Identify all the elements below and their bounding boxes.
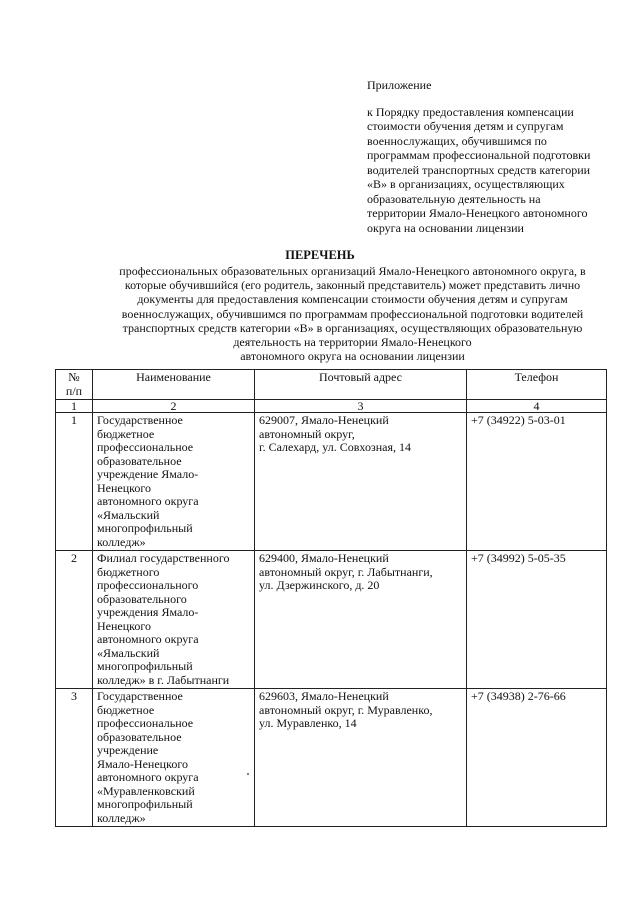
table-row bbox=[56, 689, 607, 827]
appendix-line: территории Ямало-Ненецкого автономного bbox=[367, 206, 588, 220]
organization-name-line: Государственное bbox=[97, 689, 183, 703]
document-title: ПЕРЕЧЕНЬ bbox=[285, 248, 355, 262]
appendix-line: образовательную деятельность на bbox=[367, 191, 541, 206]
organization-name bbox=[93, 551, 255, 689]
appendix-line: округа на основании лицензии bbox=[367, 220, 524, 235]
organization-name-line: колледж» bbox=[97, 810, 146, 825]
appendix-line: стоимости обучения детям и супругам bbox=[367, 119, 564, 133]
organization-name bbox=[93, 689, 255, 827]
phone-number: +7 (34938) 2-76-66 bbox=[467, 689, 607, 827]
organization-name-line: многопрофильный bbox=[97, 521, 193, 535]
organization-name-line: многопрофильный bbox=[97, 797, 193, 811]
organization-name-line: Ненецкого bbox=[97, 480, 152, 495]
header-phone: Телефон bbox=[467, 370, 607, 400]
table-row bbox=[56, 551, 607, 689]
header-name: Наименование bbox=[93, 370, 255, 400]
appendix-line: к Порядку предоставления компенсации bbox=[367, 104, 574, 119]
table-header-row bbox=[56, 370, 607, 400]
organization-name-line: автономного округа bbox=[97, 494, 199, 508]
row-number: 3 bbox=[56, 689, 93, 827]
header-num-line1: № bbox=[68, 370, 80, 384]
organization-name-line: Филиал государственного bbox=[97, 551, 230, 565]
postal-address-line: автономный округ, г. Муравленко, bbox=[259, 702, 433, 717]
organization-name-line: «Ямальский bbox=[97, 645, 160, 660]
header-num-line2: п/п bbox=[65, 383, 83, 398]
appendix-block bbox=[367, 78, 617, 235]
appendix-line: водителей транспортных средств категории bbox=[367, 162, 591, 177]
postal-address-line: ул. Дзержинского, д. 20 bbox=[259, 578, 380, 592]
organization-name-line: «Муравленковский bbox=[97, 783, 195, 798]
organization-name-line: учреждения Ямало- bbox=[97, 605, 199, 619]
organization-name-line: бюджетного bbox=[97, 564, 160, 579]
row-number: 1 bbox=[56, 413, 93, 551]
postal-address bbox=[255, 413, 467, 551]
phone-number: +7 (34922) 5-03-01 bbox=[467, 413, 607, 551]
appendix-line: военнослужащих, обучившимся по bbox=[367, 133, 547, 148]
row-number: 2 bbox=[56, 551, 93, 689]
postal-address-line: 629603, Ямало-Ненецкий bbox=[259, 689, 389, 703]
subtitle-line: документы для предоставления компенсации стоимости обучения детям и супругам bbox=[137, 292, 568, 307]
postal-address-line: г. Салехард, ул. Совхозная, 14 bbox=[259, 440, 411, 454]
appendix-title: Приложение bbox=[367, 78, 432, 92]
scan-speck bbox=[247, 773, 249, 775]
subtitle-line: военнослужащих, обучившимся по программам профессиональной подготовки водителей bbox=[121, 306, 584, 321]
postal-address-line: автономный округ, bbox=[259, 426, 355, 441]
organizations-table bbox=[55, 369, 607, 827]
postal-address bbox=[255, 551, 467, 689]
organization-name-line: образовательное bbox=[97, 453, 182, 468]
postal-address bbox=[255, 689, 467, 827]
organization-name-line: многопрофильный bbox=[97, 659, 193, 673]
organization-name-line: бюджетное bbox=[97, 702, 155, 717]
phone-number: +7 (34992) 5-05-35 bbox=[467, 551, 607, 689]
column-index-cell: 2 bbox=[93, 400, 255, 413]
appendix-line: программам профессиональной подготовки bbox=[367, 148, 591, 162]
organization-name-line: профессионального bbox=[97, 578, 199, 592]
subtitle-line: транспортных средств категории «В» в организациях, осуществляющих образовательную bbox=[122, 320, 583, 335]
postal-address-line: ул. Муравленко, 14 bbox=[259, 716, 357, 730]
header-address: Почтовый адрес bbox=[255, 370, 467, 400]
subtitle-line: деятельность на территории Ямало-Ненецкого bbox=[233, 335, 472, 350]
subtitle-line: которые обучившийся (его родитель, законный представитель) может представить лично bbox=[124, 278, 581, 293]
organization-name-line: бюджетное bbox=[97, 426, 155, 441]
appendix-line: «В» в организациях, осуществляющих bbox=[367, 177, 565, 191]
organization-name-line: «Ямальский bbox=[97, 507, 160, 522]
table-row bbox=[56, 413, 607, 551]
organization-name bbox=[93, 413, 255, 551]
organization-name-line: колледж» в г. Лабытнанги bbox=[97, 672, 230, 687]
organization-name-line: профессиональное bbox=[97, 440, 194, 454]
organization-name-line: колледж» bbox=[97, 534, 146, 549]
organization-name-line: автономного округа bbox=[97, 632, 199, 646]
organization-name-line: образовательного bbox=[97, 591, 187, 606]
organization-name-line: учреждение bbox=[97, 743, 159, 757]
organization-name-line: учреждение Ямало- bbox=[97, 467, 199, 481]
postal-address-line: автономный округ, г. Лабытнанги, bbox=[259, 564, 433, 579]
column-index-cell: 3 bbox=[255, 400, 467, 413]
organization-name-line: Ямало-Ненецкого bbox=[97, 756, 188, 771]
organization-name-line: Ненецкого bbox=[97, 618, 152, 633]
organization-name-line: образовательное bbox=[97, 729, 182, 744]
organization-name-line: профессиональное bbox=[97, 716, 194, 730]
organization-name-line: автономного округа bbox=[97, 770, 199, 784]
subtitle-line: профессиональных образовательных организаций Ямало-Ненецкого автономного округа, в bbox=[119, 264, 586, 278]
organization-name-line: Государственное bbox=[97, 413, 183, 427]
column-index-cell: 1 bbox=[56, 400, 93, 413]
document-subtitle bbox=[95, 264, 610, 363]
column-index-row bbox=[56, 400, 607, 413]
postal-address-line: 629400, Ямало-Ненецкий bbox=[259, 551, 389, 565]
header-num bbox=[56, 370, 93, 400]
postal-address-line: 629007, Ямало-Ненецкий bbox=[259, 413, 389, 427]
subtitle-line: автономного округа на основании лицензии bbox=[240, 349, 465, 364]
column-index-cell: 4 bbox=[467, 400, 607, 413]
